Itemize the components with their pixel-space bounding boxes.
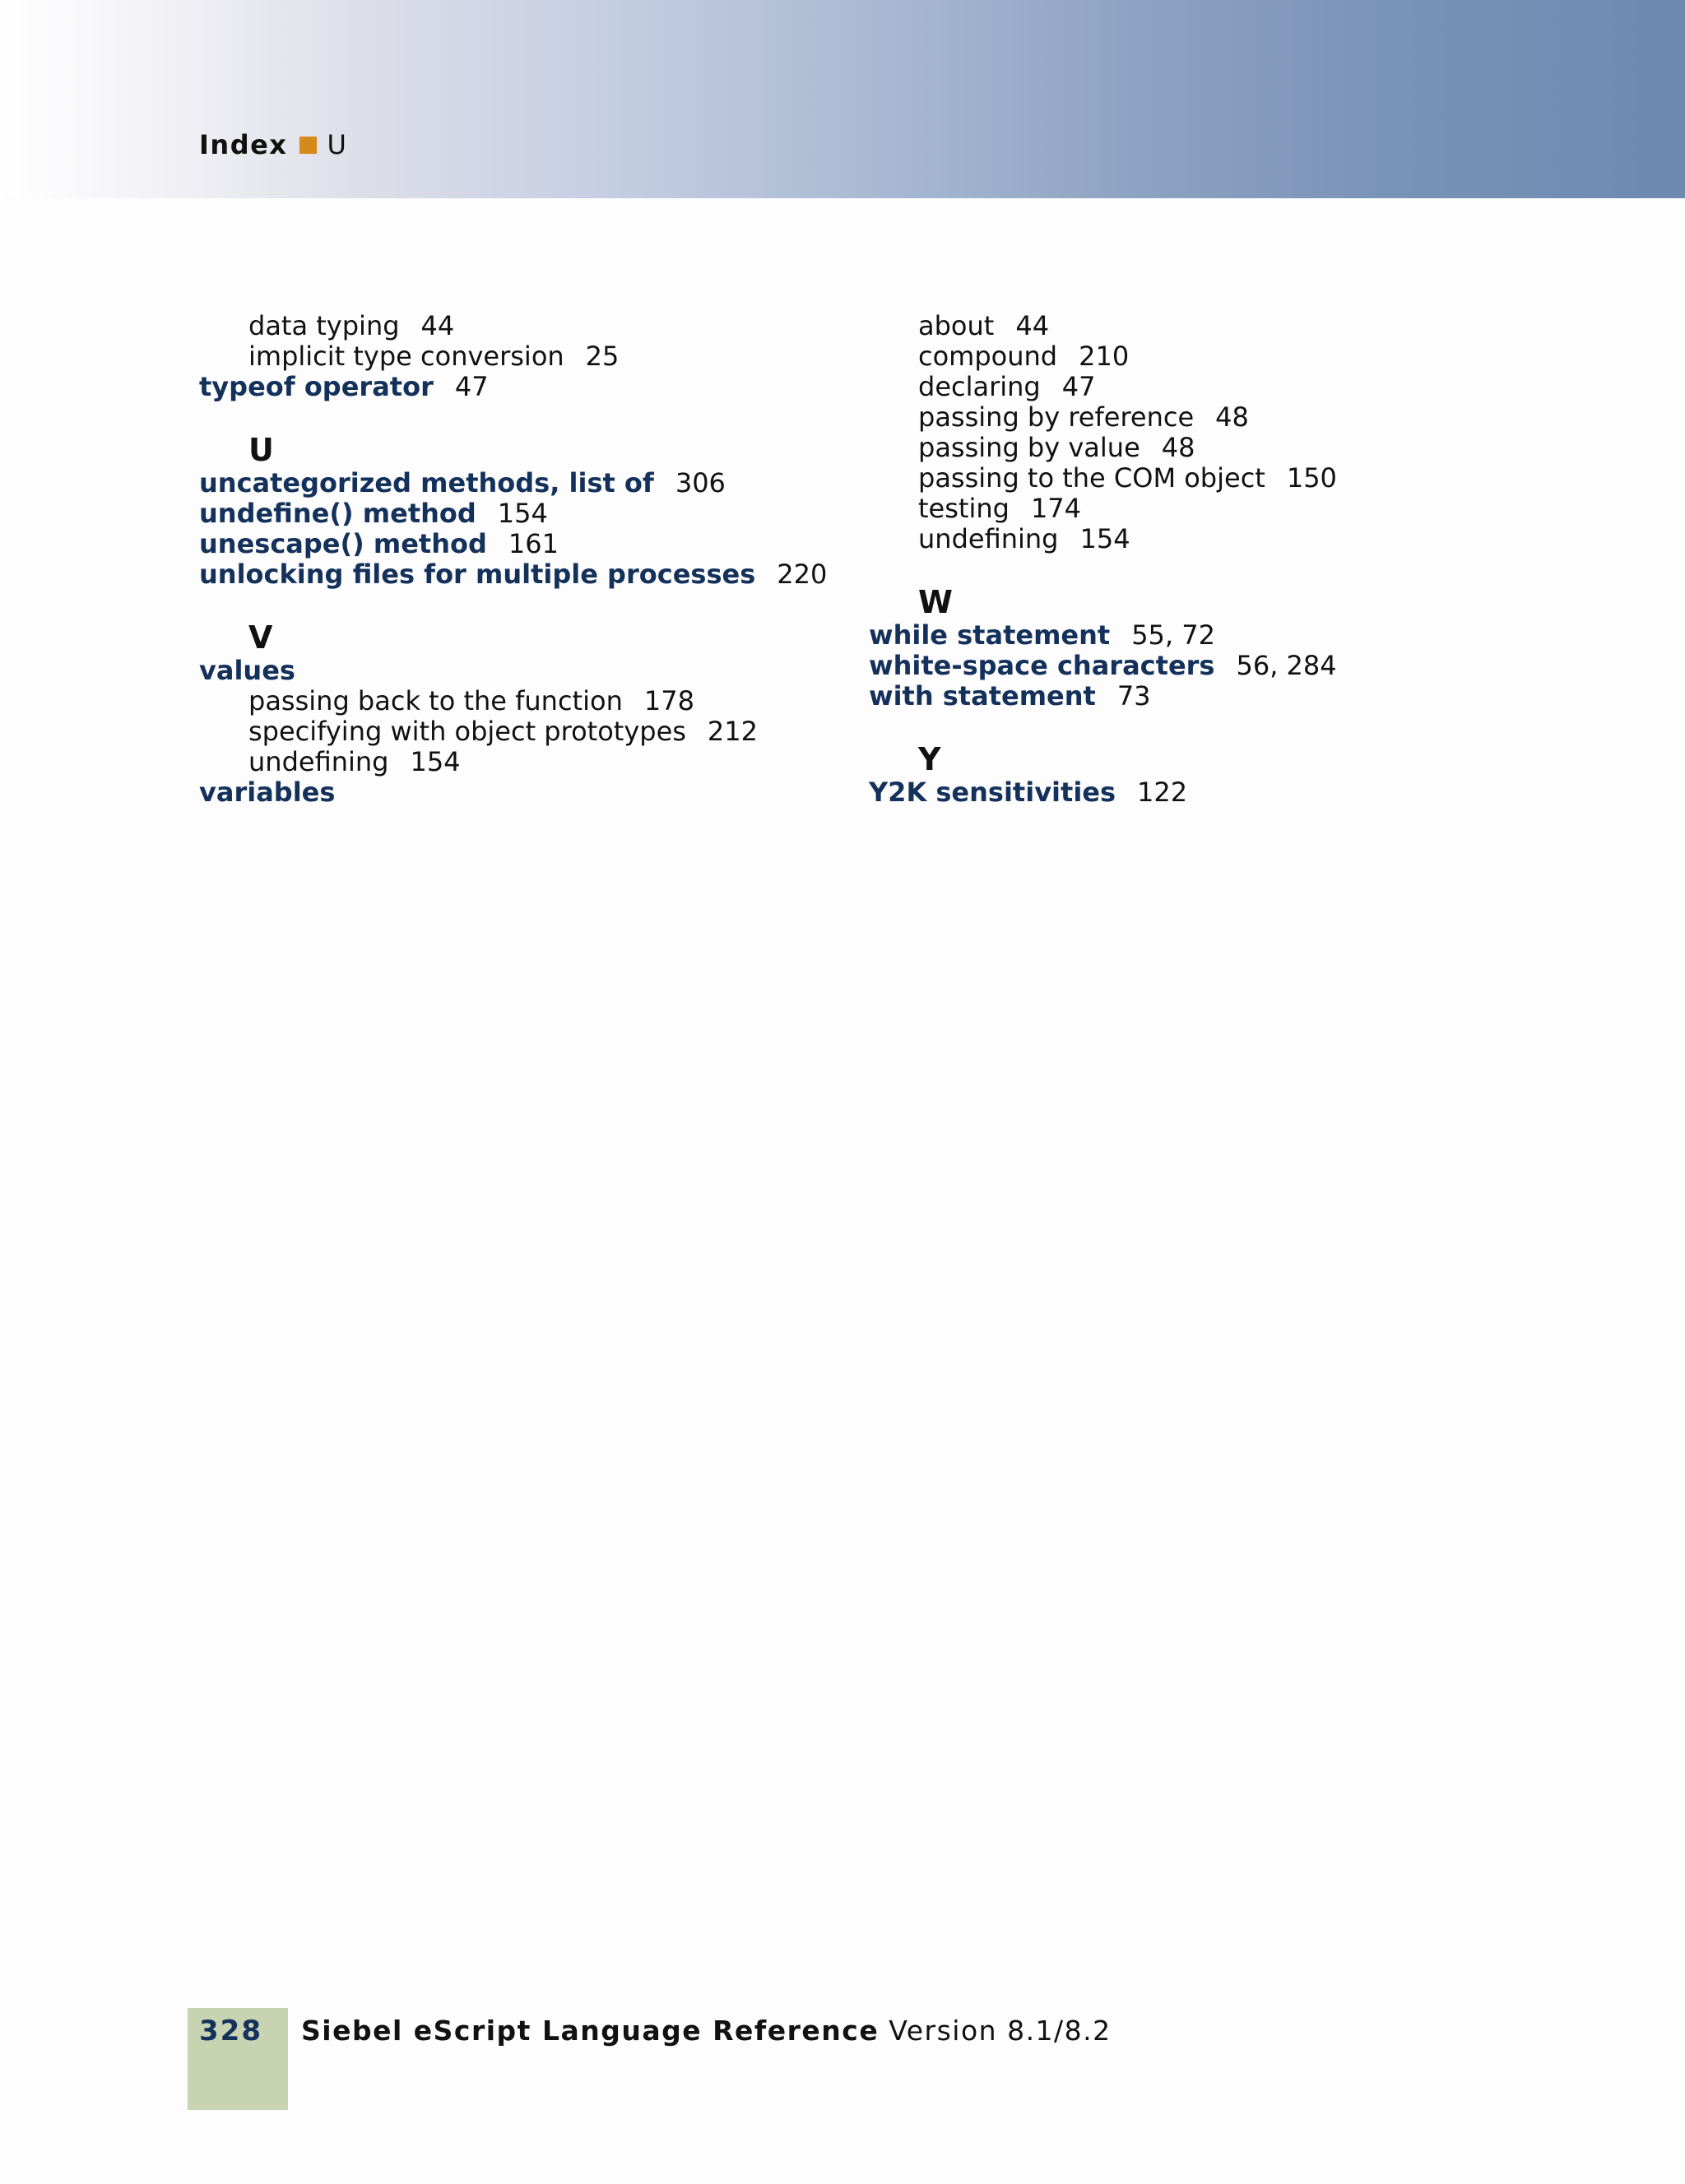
index-entry (199, 498, 827, 529)
index-term: passing back to the function (248, 685, 623, 716)
index-letter-heading: Y (918, 741, 941, 777)
index-term: testing (918, 493, 1010, 524)
index-page-ref[interactable]: 178 (643, 685, 694, 716)
index-subentry (869, 463, 1337, 494)
index-entry (199, 559, 827, 590)
index-page-ref[interactable]: 212 (707, 716, 758, 747)
running-header (199, 128, 346, 161)
index-letter-heading: U (248, 432, 274, 468)
index-subentry (199, 311, 827, 341)
index-page-ref[interactable]: 161 (508, 528, 559, 559)
index-page-ref[interactable]: 73 (1116, 680, 1151, 712)
index-term: implicit type conversion (248, 341, 564, 372)
index-term[interactable]: with statement (869, 680, 1096, 712)
book-version: Version 8.1/8.2 (889, 2015, 1112, 2047)
index-entry (869, 620, 1337, 651)
index-entry (869, 777, 1337, 808)
header-section: Index (199, 129, 288, 160)
index-term: data typing (248, 310, 400, 341)
index-page-ref[interactable]: 25 (585, 341, 620, 372)
index-page-ref[interactable]: 44 (1015, 310, 1050, 341)
index-page-ref[interactable]: 150 (1286, 462, 1337, 494)
index-page-ref[interactable]: 122 (1137, 777, 1188, 808)
index-page-ref[interactable]: 210 (1079, 341, 1130, 372)
index-entry (199, 468, 827, 498)
index-term: undefining (918, 523, 1059, 554)
index-term[interactable]: variables (199, 777, 336, 808)
index-page-ref[interactable]: 47 (1061, 371, 1096, 402)
index-page-ref[interactable]: 174 (1030, 493, 1082, 524)
footer-book-info (301, 2014, 1112, 2048)
index-subentry (869, 402, 1337, 433)
index-term[interactable]: white-space characters (869, 650, 1215, 681)
index-letter-heading: W (918, 584, 953, 620)
index-term: passing by reference (918, 401, 1195, 433)
index-term[interactable]: while statement (869, 619, 1111, 651)
book-title: Siebel eScript Language Reference (301, 2015, 880, 2047)
index-column-left (199, 311, 827, 808)
index-subentry (869, 311, 1337, 341)
index-subentry (199, 716, 827, 747)
index-page-ref[interactable]: 47 (454, 371, 489, 402)
index-page-ref[interactable]: 44 (420, 310, 455, 341)
index-subentry (869, 524, 1337, 554)
page-number: 328 (199, 2015, 262, 2047)
index-entry (199, 656, 827, 686)
orange-square-icon (299, 137, 317, 154)
index-term[interactable]: typeof operator (199, 371, 434, 402)
index-page-ref[interactable]: 306 (675, 467, 726, 498)
index-subentry (869, 372, 1337, 402)
index-page-ref[interactable]: 48 (1161, 432, 1195, 463)
index-term: declaring (918, 371, 1041, 402)
index-entry (869, 651, 1337, 681)
index-page-ref[interactable]: 55, 72 (1131, 619, 1215, 651)
index-term[interactable]: uncategorized methods, list of (199, 467, 654, 498)
index-term: compound (918, 341, 1058, 372)
index-page-ref[interactable]: 48 (1215, 401, 1249, 433)
index-entry (199, 529, 827, 559)
index-entry (199, 777, 827, 808)
index-subentry (199, 747, 827, 777)
index-term[interactable]: undefine() method (199, 498, 476, 529)
index-subentry (869, 494, 1337, 524)
index-subentry (869, 433, 1337, 463)
index-page-ref[interactable]: 56, 284 (1236, 650, 1337, 681)
index-entry (199, 372, 827, 402)
index-column-right (869, 311, 1337, 808)
index-term: about (918, 310, 995, 341)
index-page-ref[interactable]: 220 (777, 559, 828, 590)
index-term: undefining (248, 746, 389, 777)
index-subentry (869, 341, 1337, 372)
index-page-ref[interactable]: 154 (410, 746, 461, 777)
index-term: passing by value (918, 432, 1140, 463)
index-term[interactable]: unlocking files for multiple processes (199, 559, 756, 590)
index-letter-heading: V (248, 619, 273, 656)
index-term: passing to the COM object (918, 462, 1265, 494)
index-term: specifying with object prototypes (248, 716, 686, 747)
index-term[interactable]: Y2K sensitivities (869, 777, 1116, 808)
index-term[interactable]: unescape() method (199, 528, 487, 559)
index-term[interactable]: values (199, 655, 295, 686)
index-page-ref[interactable]: 154 (1079, 523, 1130, 554)
header-letter: U (327, 129, 346, 160)
header-band (0, 0, 1685, 198)
index-entry (869, 681, 1337, 712)
index-subentry (199, 686, 827, 716)
index-subentry (199, 341, 827, 372)
index-page-ref[interactable]: 154 (497, 498, 548, 529)
